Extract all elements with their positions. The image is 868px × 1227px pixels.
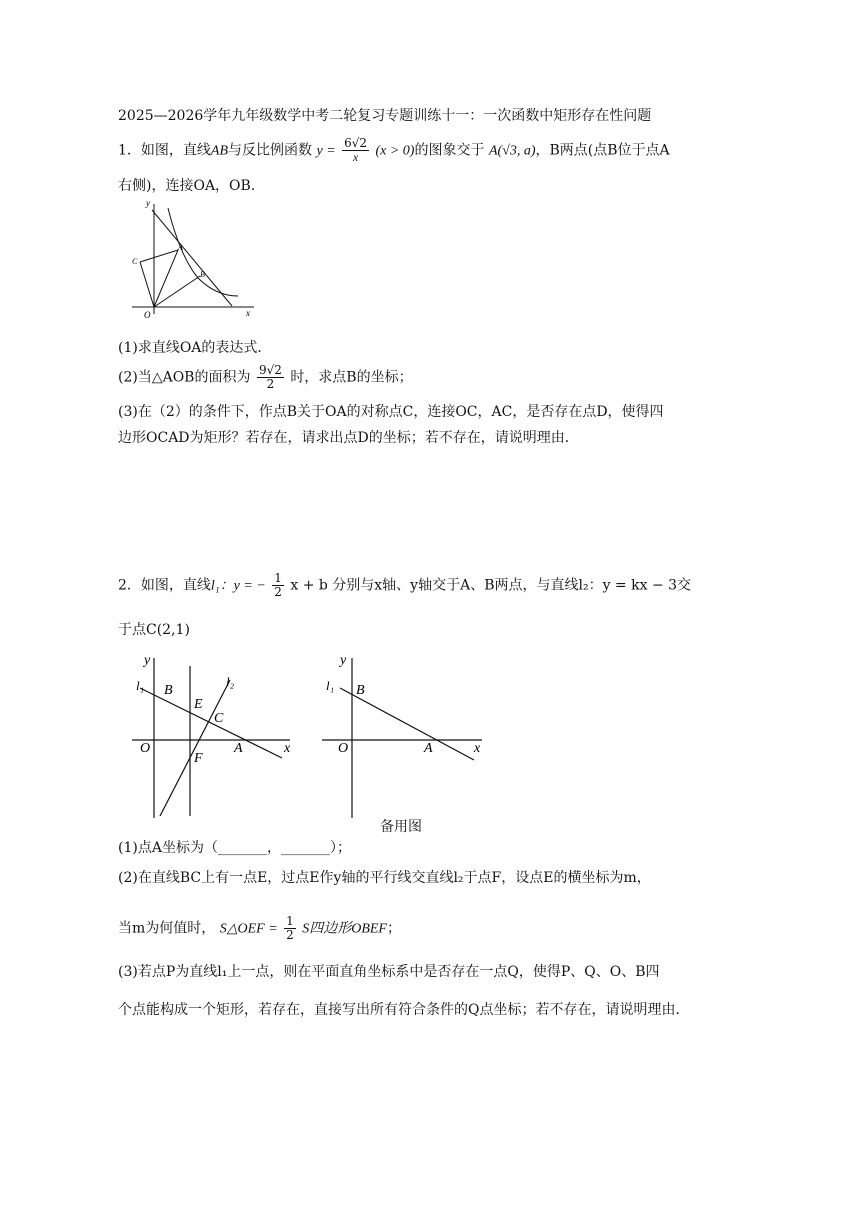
q1-fraction [342, 137, 369, 164]
q2-f1-label-b: B [164, 683, 173, 698]
q2-f1-label-a: A [234, 741, 243, 756]
q1-label-y: y [146, 198, 150, 208]
q2-f1-label-o: O [140, 741, 151, 756]
q2-part3-line1: (3)若点P为直线l₁上一点，则在平面直角坐标系中是否存在一点Q，使得P、Q、O、B四 [118, 964, 660, 980]
q1-part3-line1: (3)在（2）的条件下，作点B关于OA的对称点C，连接OC，AC，是否存在点D，使得四 [118, 404, 664, 420]
q2-intro: 2．如图，直线 [118, 577, 211, 594]
q2-f2-label-l1: l₁ [326, 678, 335, 693]
q1-label-b: B [200, 270, 205, 279]
q2-f1-label-l2: l₂ [226, 674, 235, 689]
q2-part2-fraction [284, 915, 296, 942]
q2-part3-line2: 个点能构成一个矩形，若存在，直接写出所有符合条件的Q点坐标；若不存在，请说明理由． [118, 1002, 690, 1018]
q2-fraction [272, 572, 284, 599]
q2-figure-backup [318, 650, 488, 820]
q2-f1-label-y: y [144, 653, 151, 668]
q2-part1: (1)点A坐标为（_______，_______）； [118, 840, 351, 856]
q2-f1-label-x: x [284, 741, 291, 756]
q1-figure [128, 196, 258, 326]
q2-l1: l₁ [210, 578, 220, 594]
q1-part2-num: 9√2 [258, 363, 282, 377]
q1-text-b: 与反比例函数 [228, 142, 313, 159]
q1-label-x: x [246, 308, 250, 318]
q1-part2-den: 2 [266, 377, 275, 391]
q2-eq-b: x + b 分别与x轴、y轴交于A、B两点，与直线l₂：y = kx − 3交 [290, 577, 692, 594]
q2-f1-label-e: E [194, 697, 203, 712]
q2-part2-a: 当m为何值时， [118, 920, 216, 937]
q1-text-c: 的图象交于 [414, 142, 485, 159]
q2-f2-label-y: y [340, 653, 347, 668]
q2-backup-caption: 备用图 [380, 819, 422, 835]
q2-f2-label-x: x [474, 741, 481, 756]
q1-text-d: ，B两点(点B位于点A [535, 142, 670, 159]
q2-f1-label-l1: l₁ [136, 678, 145, 693]
q1-seg-oc [140, 262, 154, 307]
q2-part2-line2 [118, 915, 401, 942]
q1-cond: (x > 0) [375, 143, 415, 159]
q2-part2-num: 1 [286, 914, 294, 928]
q2-f1-label-c: C [214, 711, 224, 726]
q2-part2-s2: S四边形OBEF [302, 921, 387, 937]
q1-part2-fraction [257, 364, 284, 391]
q1-label-a: A [178, 243, 183, 252]
q1-line2: 右侧)，连接OA，OB． [118, 178, 265, 194]
q1-frac-num: 6√2 [344, 136, 368, 150]
q1-hyperbola [168, 208, 238, 296]
q2-frac-den: 2 [274, 585, 282, 599]
q2-figure-main [130, 650, 300, 820]
q2-f1-label-f: F [194, 751, 203, 766]
q1-part1: (1)求直线OA的表达式． [118, 340, 272, 356]
q2-part2-line1: (2)在直线BC上有一点E，过点E作y轴的平行线交直线l₂于点F，设点E的横坐标为m， [118, 870, 651, 886]
q1-label-o: O [144, 310, 151, 320]
q2-part2-end: ； [386, 920, 401, 937]
q2-f1-line-l1 [140, 688, 282, 758]
q2-eq-a: ：y = − [219, 578, 266, 594]
q1-y-eq: y = [316, 143, 336, 159]
q2-line1 [118, 572, 691, 599]
q2-f2-label-b: B [356, 683, 365, 698]
q1-seg-ca [140, 250, 178, 262]
q1-ab: AB [210, 143, 229, 159]
q2-line2: 于点C(2,1) [118, 622, 190, 638]
q2-frac-num: 1 [274, 571, 282, 585]
q2-part2-den: 2 [286, 928, 294, 942]
q1-frac-den: x [352, 150, 359, 164]
q2-f2-label-a: A [424, 741, 433, 756]
q1-point-a: A(√3, a) [488, 143, 536, 159]
q1-label-c: C [132, 257, 138, 266]
q1-part2-a: (2)当△AOB的面积为 [118, 369, 251, 386]
q1-line1 [118, 137, 670, 164]
q1-intro: 1．如图，直线 [118, 142, 211, 159]
page-title: 2025—2026学年九年级数学中考二轮复习专题训练十一：一次函数中矩形存在性问题 [118, 108, 652, 124]
q1-part2-b: 时，求点B的坐标； [290, 369, 413, 386]
q1-part2 [118, 364, 413, 391]
q2-part2-s1: S△OEF = [219, 921, 278, 937]
q1-part3-line2: 边形OCAD为矩形？若存在，请求出点D的坐标；若不存在，请说明理由． [118, 430, 579, 446]
q1-line-ab [152, 210, 232, 306]
q2-f2-line-l1 [340, 688, 474, 760]
q2-f2-label-o: O [338, 741, 349, 756]
